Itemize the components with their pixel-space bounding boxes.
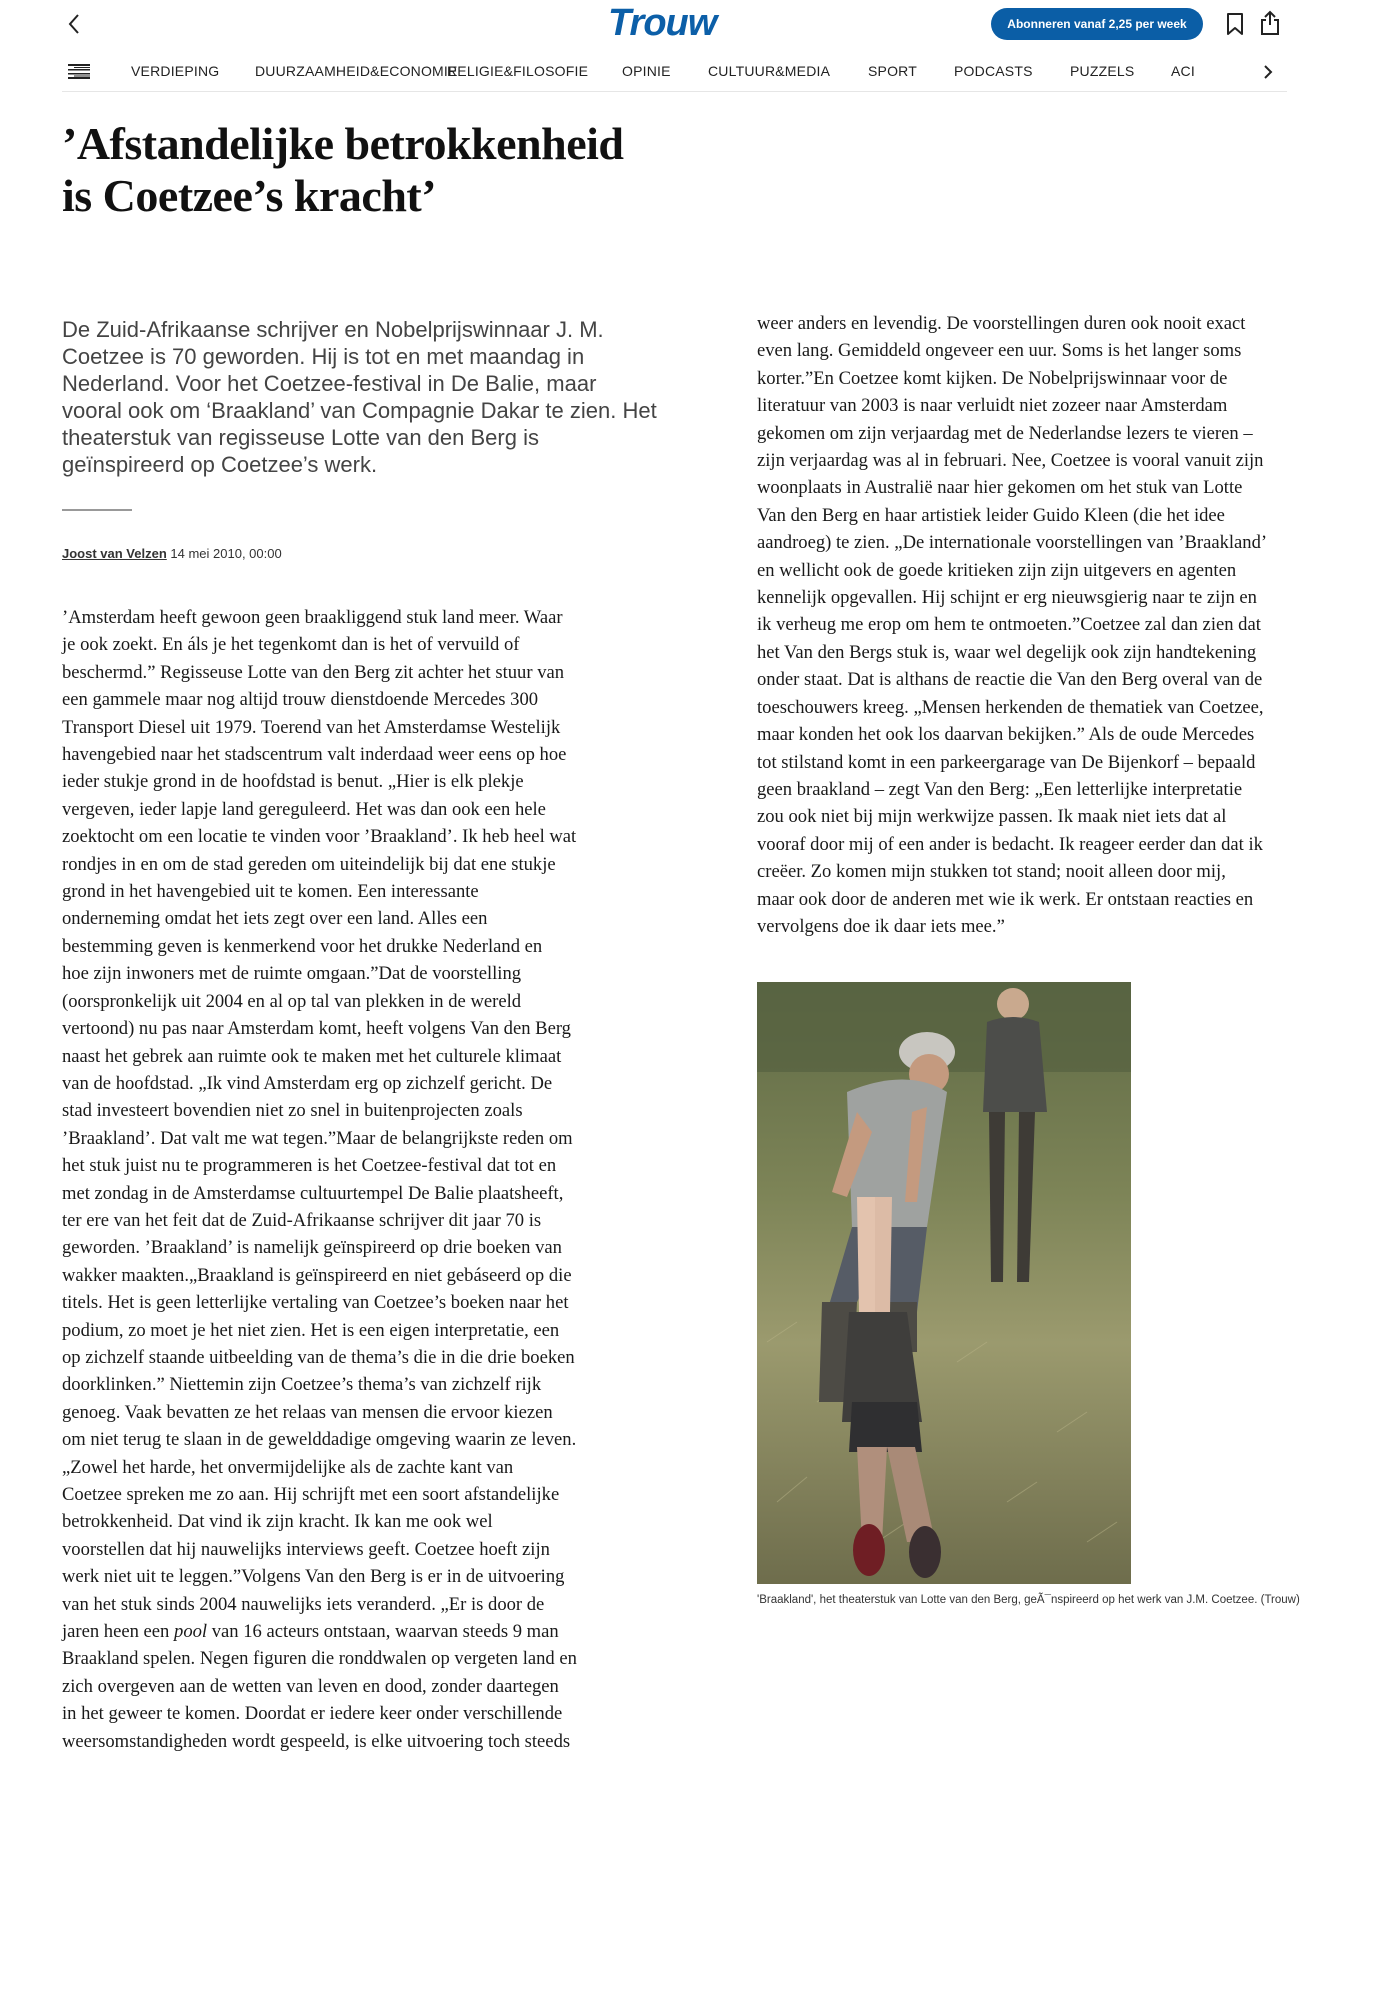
byline [62, 546, 282, 561]
body-line: weersomstandigheden wordt gespeeld, is elke uitvoering toch steeds [62, 1730, 571, 1752]
article-body-column-2 [757, 310, 1357, 940]
intro-divider [62, 509, 132, 511]
body-line: om niet terug te slaan in de gewelddadige omgeving waarin ze leven. [62, 1429, 577, 1451]
body-line: Van den Berg en haar artistiek leider Guido Kleen (die het idee [757, 504, 1225, 526]
author-link[interactable]: Joost van Velzen [62, 546, 167, 561]
subscribe-button[interactable]: Abonneren vanaf 2,25 per week [991, 8, 1203, 40]
body-line: tot stilstand komt in een parkeergarage van De Bijenkorf – bepaald [757, 751, 1256, 773]
nav-item-duurzaamheid-economie[interactable]: DUURZAAMHEID&ECONOMIE [255, 63, 458, 79]
body-line: in het geweer te komen. Doordat er iedere keer onder verschillende [62, 1703, 563, 1725]
body-line: podium, zo moet je het niet zien. Het is een eigen interpretatie, een [62, 1319, 560, 1341]
body-line: stad investeert bovendien niet zo snel in buitenprojecten zoals [62, 1100, 523, 1122]
nav-item-verdieping[interactable]: VERDIEPING [131, 63, 220, 79]
body-line: werk niet uit te leggen.”Volgens Van den Berg is er in de uitvoering [62, 1566, 565, 1588]
body-line: (oorspronkelijk uit 2004 en al op tal van plekken in de wereld [62, 990, 522, 1012]
body-line: ’Amsterdam heeft gewoon geen braakliggend stuk land meer. Waar [62, 607, 563, 628]
body-line: „Zowel het harde, het onvermijdelijke als de zachte kant van [62, 1456, 514, 1478]
body-line: creëer. Zo komen mijn stukken tot stand; nooit alleen door mij, [757, 861, 1226, 883]
body-line: bestemming geven is kenmerkend voor het drukke Nederland en [62, 935, 543, 957]
top-bar [0, 0, 1393, 52]
body-line: doorklinken.” Niettemin zijn Coetzee’s thema’s van zichzelf rijk [62, 1374, 542, 1396]
body-line: kennelijk opgevallen. Hij schijnt er erg nieuwsgierig naar te zijn en [757, 587, 1257, 609]
body-line: maar ook door de anderen met wie ik werk. Er ontstaan reacties en [757, 888, 1254, 910]
body-line: onder staat. Dat is althans de reactie die Van den Berg overal van de [757, 669, 1263, 691]
nav-items [102, 52, 1252, 92]
article-photo [757, 982, 1131, 1584]
body-line: rondjes in en om de stad gereden om uiteindelijk bij dat ene stukje [62, 853, 556, 875]
nav-item-aci[interactable]: ACI [1171, 63, 1195, 79]
body-line: jaren heen een pool van 16 acteurs ontstaan, waarvan steeds 9 man [62, 1621, 559, 1643]
body-line: ik verheug me erop om hem te ontmoeten.”Coetzee zal dan zien dat [757, 614, 1261, 636]
body-line: titels. Het is geen letterlijke vertaling van Coetzee’s boeken naar het [62, 1292, 569, 1314]
nav-next-button[interactable] [1262, 62, 1282, 82]
nav-item-opinie[interactable]: OPINIE [622, 63, 671, 79]
body-line: vergeven, ieder lapje land gereguleerd. Het was dan ook een hele [62, 798, 546, 820]
nav-item-cultuur-media[interactable]: CULTUUR&MEDIA [708, 63, 831, 79]
body-line: ’Braakland’. Dat valt me wat tegen.”Maar de belangrijkste reden om [62, 1127, 573, 1149]
body-line: van de hoofdstad. „Ik vind Amsterdam erg op zichzelf gericht. De [62, 1072, 553, 1094]
article-title: ’Afstandelijke betrokkenheid is Coetzee’s kracht’ [62, 118, 624, 221]
body-line: even lang. Gemiddeld ongeveer een uur. Soms is het langer soms [757, 340, 1242, 362]
body-line: beschermd.” Regisseuse Lotte van den Berg zit achter het stuur van [62, 661, 565, 683]
bookmark-icon [1226, 12, 1244, 36]
bookmark-button[interactable] [1226, 12, 1248, 38]
nav-item-religie-filosofie[interactable]: RELIGIE&FILOSOFIE [447, 63, 589, 79]
body-line: grond in het havengebied uit te komen. Een interessante [62, 881, 479, 903]
body-line: naast het gebrek aan ruimte ook te maken met het culturele klimaat [62, 1045, 562, 1067]
body-line: genoeg. Vaak bevatten ze het relaas van mensen die ervoor kiezen [62, 1401, 553, 1423]
body-line: vertoond) nu pas naar Amsterdam komt, heeft volgens Van den Berg [62, 1018, 571, 1040]
body-line: Coetzee spreken me zo aan. Hij schrijft met een soort afstandelijke [62, 1484, 560, 1505]
body-line: maar konden het ook los daarvan bekijken.” Als de oude Mercedes [757, 724, 1255, 746]
body-line: zou ook niet bij mijn werkwijze passen. Ik maak niet iets dat al [757, 806, 1227, 828]
body-line: vooraf door mij of een ander is bedacht. Ik reageer eerder dan dat ik [757, 833, 1263, 855]
nav-item-sport[interactable]: SPORT [868, 63, 917, 79]
body-line: literatuur van 2003 is naar verluidt niet zozeer naar Amsterdam [757, 395, 1228, 417]
body-line: ieder stukje grond in de hoofdstad is benut. „Hier is elk plekje [62, 771, 524, 793]
body-line: het stuk juist nu te programmeren is het Coetzee-festival dat tot en [62, 1155, 557, 1177]
body-line: en wellicht ook de goede kritieken zijn zijn uitgevers en agenten [757, 559, 1237, 581]
menu-button[interactable] [68, 62, 90, 82]
article-body-column-1 [62, 604, 672, 1755]
share-icon [1260, 10, 1280, 36]
back-button[interactable] [62, 10, 86, 38]
body-line: voorstellen dat hij nauwelijks interviews geeft. Coetzee hoeft zijn [62, 1538, 550, 1560]
body-line: wakker maakten.„Braakland is geïnspireerd en niet gebáseerd op die [62, 1264, 572, 1286]
body-line: zijn verjaardag was al in februari. Nee, Coetzee is vooral vanuit zijn [757, 450, 1264, 472]
body-line: een gammele maar nog altijd trouw dienstdoende Mercedes 300 [62, 689, 539, 711]
body-line: vervolgens doe ik daar iets mee.” [757, 915, 1005, 937]
body-line: korter.”En Coetzee komt kijken. De Nobelprijswinnaar voor de [757, 367, 1228, 389]
nav-item-podcasts[interactable]: PODCASTS [954, 63, 1033, 79]
share-button[interactable] [1260, 10, 1284, 38]
menu-icon [68, 62, 90, 82]
section-nav [62, 52, 1287, 92]
body-line: betrokkenheid. Dat vind ik zijn kracht. Ik kan me ook wel [62, 1511, 493, 1533]
chevron-left-icon [67, 13, 81, 35]
body-line: onderneming omdat het iets zegt over een land. Alles een [62, 908, 488, 930]
trouw-logo[interactable]: Trouw [608, 2, 717, 44]
body-line: geworden. ’Braakland’ is namelijk geïnspireerd op drie boeken van [62, 1237, 562, 1259]
body-line: geen braakland – zegt Van den Berg: „Een letterlijke interpretatie [757, 778, 1243, 800]
body-line: het Van den Bergs stuk is, waar wel degelijk ook zijn handtekening [757, 641, 1257, 663]
body-line: gekomen om zijn verjaardag met de Nederlandse lezers te vieren – [757, 422, 1253, 444]
body-line: Transport Diesel uit 1979. Toerend van het Amsterdamse Westelijk [62, 716, 561, 738]
body-line: woonplaats in Australië naar hier gekomen om het stuk van Lotte [757, 477, 1243, 499]
body-line: van het stuk sinds 2004 nauwelijks iets veranderd. „Er is door de [62, 1593, 545, 1615]
body-line: hoe zijn inwoners met de ruimte omgaan.”Dat de voorstelling [62, 963, 522, 985]
article-intro: De Zuid-Afrikaanse schrijver en Nobelprijswinnaar J. M. Coetzee is 70 geworden. Hij is tot en met maandag in Nederland. Voor het Coetzee-festival in De Balie, maar vooral ook om ‘Braakland’ van Compagnie Dakar te zien. Het theaterstuk van regisseuse Lotte van den Berg is geïnspireerd op Coetzee’s werk. [62, 317, 657, 477]
body-line: havengebied naar het stadscentrum valt inderdaad weer eens op hoe [62, 744, 567, 766]
body-line: je ook zoekt. En áls je het tegenkomt dan is het of vervuild of [62, 634, 520, 656]
body-line: toeschouwers kreeg. „Mensen herkenden de thematiek van Coetzee, [757, 696, 1264, 718]
body-line: weer anders en levendig. De voorstellingen duren ook nooit exact [757, 313, 1246, 334]
chevron-right-icon [1262, 62, 1274, 82]
body-line: Braakland spelen. Negen figuren die ronddwalen op vergeten land en [62, 1648, 577, 1670]
body-line: ter ere van het feit dat de Zuid-Afrikaanse schrijver dit jaar 70 is [62, 1209, 542, 1231]
photo-caption: 'Braakland', het theaterstuk van Lotte van den Berg, geÃ¯nspireerd op het werk van J.M. Coetzee. (Trouw) [757, 1594, 1300, 1606]
body-line: aandroeg) te zien. „De internationale voorstellingen van ’Braakland’ [757, 532, 1268, 554]
body-line: zich overgeven aan de wetten van leven en dood, zonder daartegen [62, 1675, 559, 1697]
body-line: zoektocht om een locatie te vinden voor ’Braakland’. Ik heb heel wat [62, 826, 577, 848]
nav-item-puzzels[interactable]: PUZZELS [1070, 63, 1135, 79]
publish-date: 14 mei 2010, 00:00 [170, 546, 282, 561]
body-line: met zondag in de Amsterdamse cultuurtempel De Balie plaatsheeft, [62, 1182, 564, 1204]
body-line: op zichzelf staande uitbeelding van de thema’s die in die drie boeken [62, 1346, 575, 1368]
braakland-photo [757, 982, 1131, 1584]
